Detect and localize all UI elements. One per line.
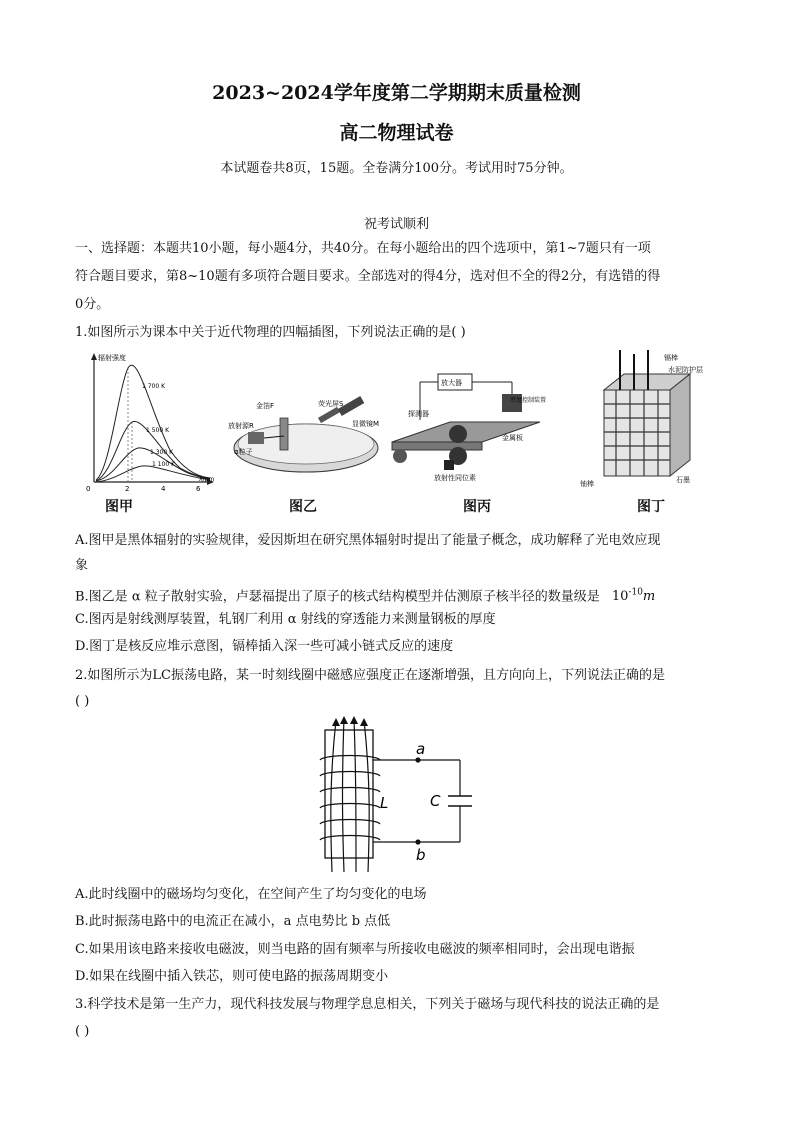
q2-option-a: A.此时线圈中的磁场均匀变化，在空间产生了均匀变化的电场: [75, 887, 427, 902]
jia-tick-4: 4: [161, 485, 166, 493]
bing-label-detector: 探测器: [408, 410, 429, 418]
q2-option-d: D.如果在线圈中插入铁芯，则可使电路的振荡周期变小: [75, 969, 389, 984]
jia-xlabel: λ/μm: [199, 476, 215, 483]
figure-bing-thickness-gauge: [390, 350, 550, 490]
figure-yi-alpha-scattering: [226, 350, 396, 490]
question-1-stem: 1.如图所示为课本中关于近代物理的四幅插图，下列说法正确的是( ): [75, 325, 466, 340]
circuit-label-b: b: [416, 846, 426, 864]
q2-option-c: C.如果用该电路来接收电磁波，则当电路的固有频率与所接收电磁波的频率相同时，会出现电谐振: [75, 942, 635, 957]
question-3-stem-line2: ( ): [75, 1024, 90, 1039]
jia-curve-4: 1 100 K: [152, 461, 176, 468]
ding-label-cadmium: 镉棒: [664, 354, 678, 362]
exam-subtitle: 高二物理试卷: [339, 122, 454, 144]
section-instruction-line3: 0分。: [75, 297, 110, 312]
question-2-stem-line2: ( ): [75, 694, 90, 709]
q2-option-b: B.此时振荡电路中的电流正在减小，a 点电势比 b 点低: [75, 914, 391, 929]
ding-label-concrete: 水泥防护层: [668, 366, 703, 374]
q1-option-c: C.图丙是射线测厚装置，轧钢厂利用 α 射线的穿透能力来测量钢板的厚度: [75, 612, 496, 627]
q1-option-b: [75, 583, 655, 607]
figure-lc-circuit: [310, 716, 480, 876]
ding-label-uranium: 铀棒: [580, 480, 594, 488]
bing-label-amplifier: 放大器: [441, 379, 462, 387]
section-instruction-line1: 一、选择题：本题共10小题，每小题4分，共40分。在每小题给出的四个选项中，第1~7题只有一项: [75, 241, 651, 256]
circuit-label-L: L: [380, 794, 389, 812]
q1-option-a-line2: 象: [75, 558, 89, 573]
jia-curve-3: 1 300 K: [150, 449, 174, 456]
yi-label-microscope: 显微镜M: [352, 420, 380, 428]
yi-label-foil: 金箔F: [256, 402, 275, 410]
figure-ding-caption: 图丁: [637, 499, 665, 515]
yi-label-source: 放射源R: [228, 422, 254, 430]
exam-info: 本试题卷共8页，15题。全卷满分100分。考试用时75分钟。: [220, 161, 573, 176]
bing-label-isotope: 放射性同位素: [434, 474, 476, 482]
question-2-stem-line1: 2.如图所示为LC振荡电路，某一时刻线圈中磁感应强度正在逐渐增强，且方向向上，下列说法正确的是: [75, 668, 665, 683]
question-3-stem-line1: 3.科学技术是第一生产力，现代科技发展与物理学息息相关，下列关于磁场与现代科技的说法正确的是: [75, 997, 660, 1012]
exam-title: 2023~2024学年度第二学期期末质量检测: [212, 82, 581, 104]
jia-tick-0: 0: [86, 485, 91, 493]
yi-label-alpha: α粒子: [234, 448, 253, 456]
wish-text: 祝考试顺利: [363, 217, 429, 232]
q1-option-a-line1: A.图甲是黑体辐射的实验规律，爱因斯坦在研究黑体辐射时提出了能量子概念，成功解释了光电效应现: [75, 533, 661, 548]
figure-jia-blackbody-chart: [80, 350, 220, 495]
circuit-label-a: a: [416, 740, 426, 758]
circuit-label-C: C: [430, 792, 441, 810]
jia-ylabel: 辐射强度: [98, 354, 126, 362]
jia-tick-6: 6: [196, 485, 201, 493]
jia-curve-1: 1 700 K: [142, 383, 166, 390]
q1-option-d: D.图丁是核反应堆示意图，镉棒插入深一些可减小链式反应的速度: [75, 639, 454, 654]
jia-tick-2: 2: [125, 485, 130, 493]
figure-bing-caption: 图丙: [463, 499, 491, 515]
jia-curve-2: 1 500 K: [146, 427, 170, 434]
yi-label-screen: 荧光屏S: [318, 400, 344, 408]
bing-label-control: 厚度控制装置: [510, 397, 547, 404]
figure-yi-caption: 图乙: [289, 499, 317, 515]
figure-jia-caption: 图甲: [105, 499, 133, 515]
section-instruction-line2: 符合题目要求，第8~10题有多项符合题目要求。全部选对的得4分，选对但不全的得2分，有选错的得: [75, 269, 661, 284]
q1-option-b-text: B.图乙是 α 粒子散射实验，卢瑟福提出了原子的核式结构模型并估测原子核半径的数量级是: [75, 589, 600, 605]
figure-ding-reactor: [574, 350, 724, 490]
q1-option-b-value: $10^{-10}m$: [611, 588, 656, 605]
bing-label-plate: 金属板: [502, 434, 523, 442]
ding-label-graphite: 石墨: [676, 476, 690, 484]
